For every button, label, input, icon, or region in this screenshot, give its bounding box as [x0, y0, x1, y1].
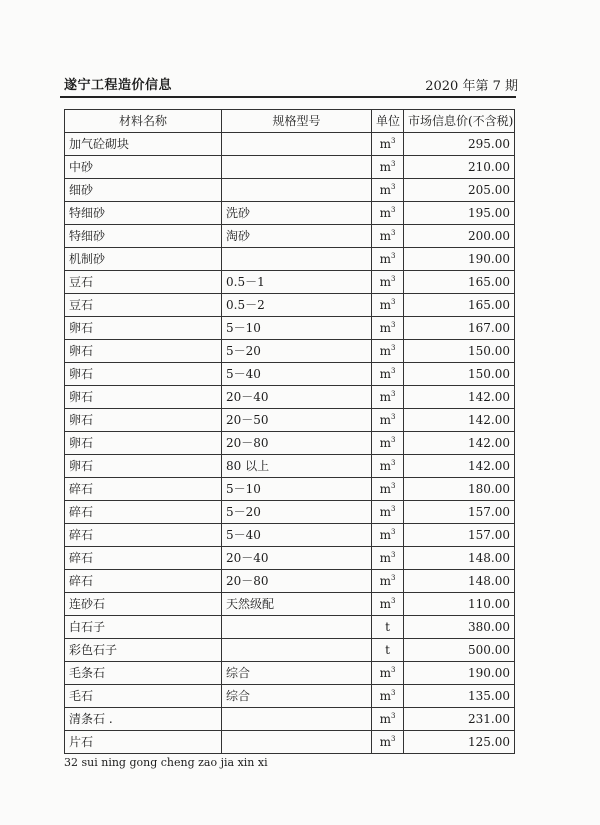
cell-unit: $m^3$	[372, 363, 404, 386]
table-row	[65, 478, 515, 501]
cell-unit: $m^3$	[372, 432, 404, 455]
cell-material-name: 碎石	[65, 478, 222, 501]
table-row	[65, 639, 515, 662]
table-row	[65, 271, 515, 294]
table-row	[65, 547, 515, 570]
price-table	[64, 109, 515, 754]
cell-material-name: 豆石	[65, 271, 222, 294]
cell-price: 150.00	[404, 363, 515, 386]
table-row	[65, 179, 515, 202]
cell-spec	[222, 179, 372, 202]
table-row	[65, 455, 515, 478]
cell-spec: 天然级配	[222, 593, 372, 616]
cell-price: 157.00	[404, 524, 515, 547]
cell-unit: $m^3$	[372, 547, 404, 570]
cell-material-name: 机制砂	[65, 248, 222, 271]
cell-material-name: 清条石 .	[65, 708, 222, 731]
cell-price: 500.00	[404, 639, 515, 662]
cell-material-name: 碎石	[65, 570, 222, 593]
cell-spec: 20－40	[222, 547, 372, 570]
cell-unit: $m^3$	[372, 478, 404, 501]
cell-material-name: 连砂石	[65, 593, 222, 616]
cell-spec: 0.5－2	[222, 294, 372, 317]
cell-price: 167.00	[404, 317, 515, 340]
cell-spec: 综合	[222, 662, 372, 685]
cell-spec: 20－50	[222, 409, 372, 432]
cell-spec: 综合	[222, 685, 372, 708]
cell-unit: $m^3$	[372, 662, 404, 685]
cell-material-name: 碎石	[65, 524, 222, 547]
cell-unit: $m^3$	[372, 248, 404, 271]
cell-unit: $m^3$	[372, 708, 404, 731]
cell-price: 165.00	[404, 294, 515, 317]
cell-price: 190.00	[404, 248, 515, 271]
cell-unit: t	[372, 639, 404, 662]
cell-unit: $m^3$	[372, 202, 404, 225]
table-row	[65, 570, 515, 593]
cell-unit: $m^3$	[372, 570, 404, 593]
cell-spec: 5－20	[222, 501, 372, 524]
table-row	[65, 248, 515, 271]
table-row	[65, 317, 515, 340]
cell-unit: $m^3$	[372, 156, 404, 179]
cell-material-name: 卵石	[65, 386, 222, 409]
cell-spec: 20－80	[222, 570, 372, 593]
cell-price: 210.00	[404, 156, 515, 179]
cell-price: 165.00	[404, 271, 515, 294]
cell-spec	[222, 156, 372, 179]
cell-price: 125.00	[404, 731, 515, 754]
cell-spec	[222, 133, 372, 156]
cell-spec: 洗砂	[222, 202, 372, 225]
cell-spec	[222, 731, 372, 754]
cell-material-name: 毛石	[65, 685, 222, 708]
cell-unit: $m^3$	[372, 294, 404, 317]
column-header-name: 材料名称	[65, 110, 222, 133]
cell-spec	[222, 616, 372, 639]
cell-spec: 5－10	[222, 478, 372, 501]
cell-unit: $m^3$	[372, 317, 404, 340]
table-row	[65, 156, 515, 179]
cell-price: 148.00	[404, 570, 515, 593]
cell-material-name: 卵石	[65, 317, 222, 340]
cell-price: 142.00	[404, 386, 515, 409]
cell-material-name: 特细砂	[65, 225, 222, 248]
column-header-spec: 规格型号	[222, 110, 372, 133]
table-header-row	[65, 110, 515, 133]
column-header-price: 市场信息价(不含税)	[404, 110, 515, 133]
cell-price: 142.00	[404, 432, 515, 455]
cell-material-name: 卵石	[65, 340, 222, 363]
cell-material-name: 彩色石子	[65, 639, 222, 662]
cell-spec: 5－20	[222, 340, 372, 363]
cell-spec: 5－10	[222, 317, 372, 340]
cell-spec: 20－40	[222, 386, 372, 409]
table-row	[65, 616, 515, 639]
cell-material-name: 加气砼砌块	[65, 133, 222, 156]
cell-unit: $m^3$	[372, 179, 404, 202]
cell-material-name: 卵石	[65, 363, 222, 386]
table-row	[65, 501, 515, 524]
cell-unit: $m^3$	[372, 455, 404, 478]
issue-number: 2020 年第 7 期	[425, 79, 518, 94]
cell-unit: $m^3$	[372, 501, 404, 524]
cell-material-name: 碎石	[65, 547, 222, 570]
cell-price: 110.00	[404, 593, 515, 616]
cell-spec	[222, 248, 372, 271]
cell-unit: $m^3$	[372, 409, 404, 432]
cell-spec: 80 以上	[222, 455, 372, 478]
table-row	[65, 593, 515, 616]
cell-material-name: 卵石	[65, 432, 222, 455]
cell-unit: $m^3$	[372, 731, 404, 754]
column-header-unit: 单位	[372, 110, 404, 133]
cell-material-name: 片石	[65, 731, 222, 754]
cell-price: 380.00	[404, 616, 515, 639]
table-row	[65, 409, 515, 432]
cell-material-name: 中砂	[65, 156, 222, 179]
table-row	[65, 708, 515, 731]
cell-price: 150.00	[404, 340, 515, 363]
cell-price: 135.00	[404, 685, 515, 708]
cell-material-name: 毛条石	[65, 662, 222, 685]
cell-unit: $m^3$	[372, 685, 404, 708]
cell-spec	[222, 708, 372, 731]
header-divider	[60, 96, 516, 98]
cell-price: 142.00	[404, 455, 515, 478]
cell-price: 231.00	[404, 708, 515, 731]
cell-unit: $m^3$	[372, 225, 404, 248]
cell-unit: $m^3$	[372, 524, 404, 547]
cell-price: 157.00	[404, 501, 515, 524]
cell-material-name: 细砂	[65, 179, 222, 202]
cell-price: 142.00	[404, 409, 515, 432]
table-row	[65, 731, 515, 754]
cell-unit: $m^3$	[372, 386, 404, 409]
table-row	[65, 662, 515, 685]
cell-price: 195.00	[404, 202, 515, 225]
cell-unit: $m^3$	[372, 340, 404, 363]
table-row	[65, 363, 515, 386]
cell-material-name: 碎石	[65, 501, 222, 524]
cell-spec: 5－40	[222, 363, 372, 386]
cell-spec: 5－40	[222, 524, 372, 547]
table-row	[65, 202, 515, 225]
cell-price: 180.00	[404, 478, 515, 501]
cell-price: 148.00	[404, 547, 515, 570]
table-row	[65, 386, 515, 409]
cell-spec: 0.5－1	[222, 271, 372, 294]
table-row	[65, 685, 515, 708]
cell-unit: $m^3$	[372, 133, 404, 156]
cell-price: 205.00	[404, 179, 515, 202]
table-row	[65, 340, 515, 363]
cell-material-name: 特细砂	[65, 202, 222, 225]
cell-spec: 20－80	[222, 432, 372, 455]
table-row	[65, 294, 515, 317]
cell-price: 295.00	[404, 133, 515, 156]
cell-material-name: 豆石	[65, 294, 222, 317]
page-footer: 32 sui ning gong cheng zao jia xin xi	[64, 756, 268, 769]
cell-unit: $m^3$	[372, 271, 404, 294]
cell-price: 200.00	[404, 225, 515, 248]
cell-unit: t	[372, 616, 404, 639]
table-row	[65, 432, 515, 455]
cell-material-name: 卵石	[65, 409, 222, 432]
cell-material-name: 卵石	[65, 455, 222, 478]
cell-unit: $m^3$	[372, 593, 404, 616]
table-row	[65, 225, 515, 248]
cell-spec	[222, 639, 372, 662]
table-row	[65, 133, 515, 156]
cell-material-name: 白石子	[65, 616, 222, 639]
cell-price: 190.00	[404, 662, 515, 685]
table-row	[65, 524, 515, 547]
publication-title: 遂宁工程造价信息	[64, 78, 173, 93]
table-body	[65, 133, 515, 754]
cell-spec: 淘砂	[222, 225, 372, 248]
